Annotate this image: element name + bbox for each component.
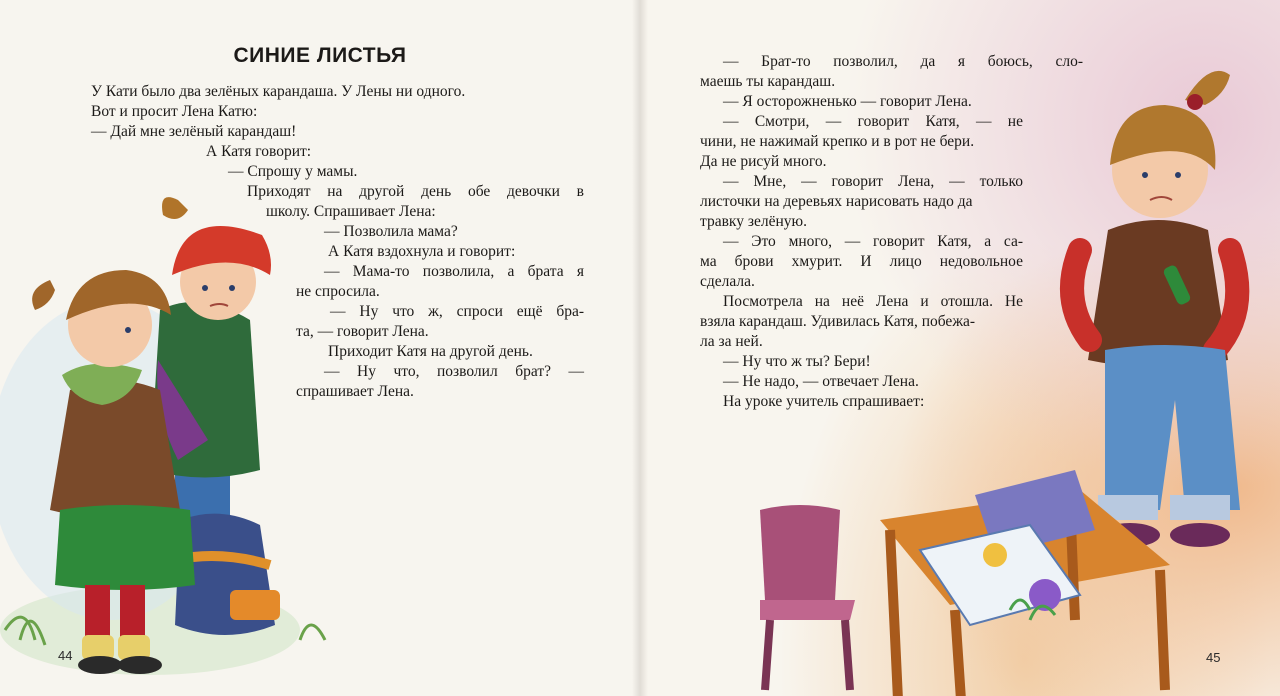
two-girls-illustration (0, 160, 340, 696)
text-line: не спросила. (296, 283, 380, 300)
text-line: — Ну что ж ты? Бери! (723, 353, 871, 370)
text-line: листочки на деревьях нарисовать надо да (700, 193, 973, 210)
right-page (640, 0, 1280, 696)
text-line: — Спрошу у мамы. (228, 163, 358, 180)
text-line: — Смотри, — говорит Катя, — не (723, 113, 1023, 130)
text-line: маешь ты карандаш. (700, 73, 836, 90)
text-line: Посмотрела на неё Лена и отошла. Не (723, 293, 1023, 310)
text-line: спрашивает Лена. (296, 383, 414, 400)
text-line: — Дай мне зелёный карандаш! (91, 123, 297, 140)
text-line: Вот и просит Лена Катю: (91, 103, 258, 120)
text-line: — Позволила мама? (324, 223, 458, 240)
text-line: На уроке учитель спрашивает: (723, 393, 925, 410)
text-line: ла за ней. (700, 333, 763, 350)
text-line: взяла карандаш. Удивилась Катя, побежа- (700, 313, 976, 330)
book-spine (632, 0, 648, 696)
text-line: — Мне, — говорит Лена, — только (723, 173, 1023, 190)
story-title: СИНИЕ ЛИСТЬЯ (233, 44, 407, 67)
text-line: А Катя говорит: (206, 143, 312, 160)
text-line: — Мама-то позволила, а брата я (324, 263, 584, 280)
text-line: сделала. (700, 273, 755, 290)
text-line: та, — говорит Лена. (296, 323, 429, 340)
text-line: чини, не нажимай крепко и в рот не бери. (700, 133, 975, 150)
text-line: — Я осторожненько — говорит Лена. (723, 93, 972, 110)
text-line: — Не надо, — отвечает Лена. (723, 373, 919, 390)
text-line: А Катя вздохнула и говорит: (328, 243, 516, 260)
text-line: — Ну что, позволил брат? — (324, 363, 584, 380)
text-line: — Ну что ж, спроси ещё бра- (330, 303, 584, 320)
text-line: ма брови хмурит. И лицо недовольное (700, 253, 1023, 270)
text-line: — Это много, — говорит Катя, а са- (723, 233, 1023, 250)
text-line: У Кати было два зелёных карандаша. У Лены ни одного. (91, 83, 466, 100)
page-number: 44 (58, 648, 73, 663)
text-line: травку зелёную. (700, 213, 807, 230)
text-line: Да не рисуй много. (700, 153, 827, 170)
page-number: 45 (1206, 650, 1221, 665)
text-line: — Брат-то позволил, да я боюсь, сло- (723, 53, 1083, 70)
text-line: Приходят на другой день обе девочки в (247, 183, 584, 200)
text-line: школу. Спрашивает Лена: (266, 203, 436, 220)
text-line: Приходит Катя на другой день. (328, 343, 533, 360)
